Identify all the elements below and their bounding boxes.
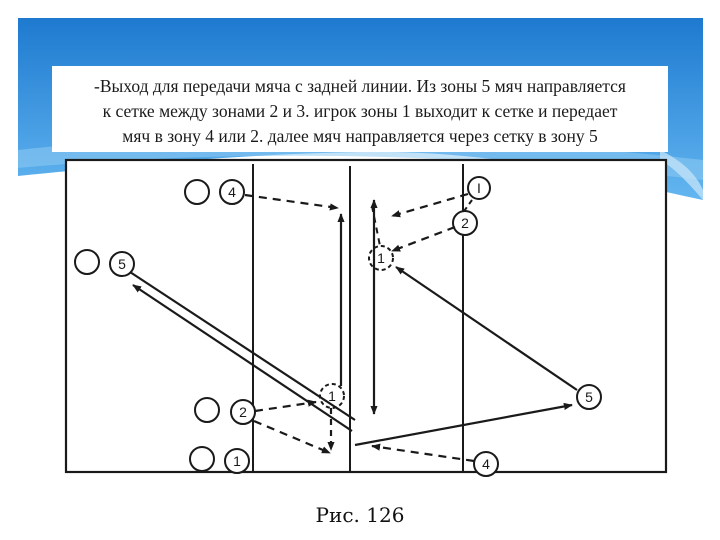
player-label: 5: [585, 389, 593, 405]
player-label: 4: [482, 456, 490, 472]
title-line-3: мяч в зону 4 или 2. далее мяч направляется через сетку в зону 5: [122, 126, 598, 146]
player-1-left: [225, 449, 249, 473]
title-line-2: к сетке между зонами 2 и 3. игрок зоны 1 выходит к сетке и передает: [102, 101, 618, 121]
player-label: 2: [461, 215, 469, 231]
player-4-right: [474, 452, 498, 476]
player-1-right-top: [468, 177, 490, 199]
title-line-1: -Выход для передачи мяча с задней линии. Из зоны 5 мяч направляется: [94, 76, 626, 96]
figure-caption: Рис. 126: [315, 503, 405, 527]
slide-title: [40, 74, 680, 149]
player-2-right: [453, 211, 477, 235]
player-label: 1: [328, 388, 336, 404]
svg-text:I: I: [477, 180, 481, 196]
player-2-left: [231, 400, 255, 424]
player-5-right: [577, 385, 601, 409]
player-1-right-net: [369, 246, 393, 270]
player-label: 2: [239, 404, 247, 420]
player-label: 4: [228, 184, 236, 200]
player-label: 1: [377, 250, 385, 266]
player-label: 1: [233, 453, 241, 469]
court-outline: [66, 160, 666, 472]
player-label: 5: [118, 256, 126, 272]
player-4-left: [220, 180, 244, 204]
